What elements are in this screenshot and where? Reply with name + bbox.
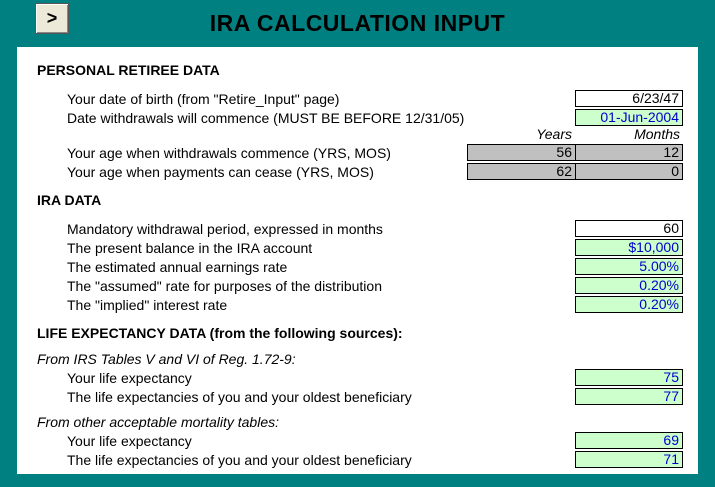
withdraw-date-label: Date withdrawals will commence (MUST BE BEFORE 12/31/05): [67, 110, 465, 126]
withdraw-date-field[interactable]: 01-Jun-2004: [575, 109, 683, 126]
balance-field[interactable]: $10,000: [575, 239, 683, 256]
withdrawal-period-field[interactable]: 60: [575, 220, 683, 237]
section-heading-personal: PERSONAL RETIREE DATA: [37, 62, 220, 78]
balance-label: The present balance in the IRA account: [67, 240, 313, 256]
months-column-header: Months: [634, 126, 680, 142]
other-your-life-expectancy-label: Your life expectancy: [67, 433, 192, 449]
irs-your-life-expectancy-label: Your life expectancy: [67, 370, 192, 386]
dob-field[interactable]: 6/23/47: [575, 90, 683, 107]
earnings-rate-label: The estimated annual earnings rate: [67, 259, 288, 275]
input-panel: [17, 47, 698, 474]
implied-rate-field[interactable]: 0.20%: [575, 296, 683, 313]
other-joint-life-expectancy-label: The life expectancies of you and your oldest beneficiary: [67, 452, 412, 468]
irs-joint-life-expectancy-field[interactable]: 77: [575, 388, 683, 405]
age-cease-months-field: 0: [575, 163, 683, 180]
other-joint-life-expectancy-field[interactable]: 71: [575, 451, 683, 468]
withdrawal-period-label: Mandatory withdrawal period, expressed in months: [67, 221, 383, 237]
earnings-rate-field[interactable]: 5.00%: [575, 258, 683, 275]
other-tables-subheading: From other acceptable mortality tables:: [37, 414, 279, 430]
irs-joint-life-expectancy-label: The life expectancies of you and your oldest beneficiary: [67, 389, 412, 405]
age-commence-label: Your age when withdrawals commence (YRS, MOS): [67, 145, 391, 161]
irs-tables-subheading: From IRS Tables V and VI of Reg. 1.72-9:: [37, 351, 296, 367]
irs-your-life-expectancy-field[interactable]: 75: [575, 369, 683, 386]
assumed-rate-field[interactable]: 0.20%: [575, 277, 683, 294]
age-commence-months-field: 12: [575, 144, 683, 161]
years-column-header: Years: [536, 126, 572, 142]
page-title: IRA CALCULATION INPUT: [209, 10, 506, 36]
assumed-rate-label: The "assumed" rate for purposes of the distribution: [67, 278, 382, 294]
other-your-life-expectancy-field[interactable]: 69: [575, 432, 683, 449]
next-page-button[interactable]: >: [35, 3, 69, 34]
age-commence-years-field: 56: [467, 144, 576, 161]
section-heading-life-expectancy: LIFE EXPECTANCY DATA (from the following sources):: [37, 325, 403, 341]
section-heading-ira: IRA DATA: [37, 192, 102, 208]
dob-label: Your date of birth (from "Retire_Input" page): [67, 91, 340, 107]
age-cease-label: Your age when payments can cease (YRS, MOS): [67, 164, 374, 180]
age-cease-years-field: 62: [467, 163, 576, 180]
implied-rate-label: The "implied" interest rate: [67, 297, 228, 313]
